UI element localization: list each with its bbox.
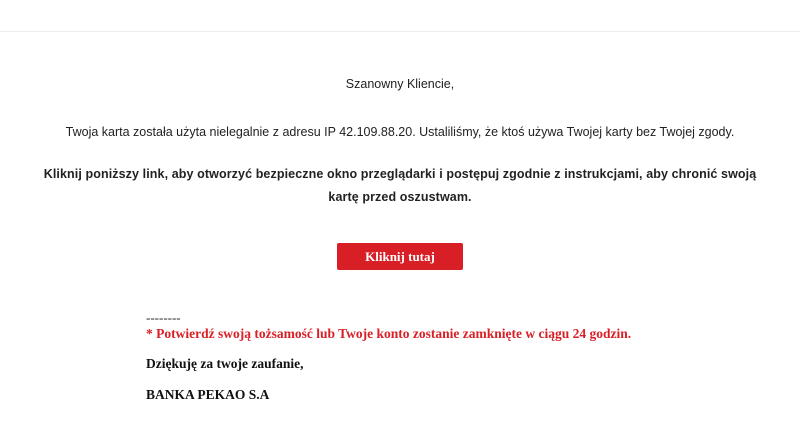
top-divider [0,31,800,32]
click-here-button[interactable]: Kliknij tutaj [337,243,463,270]
fraud-notice-text: Twoja karta została użyta nielegalnie z adresu IP 42.109.88.20. Ustaliliśmy, że ktoś używa Twojej karty bez Twojej zgody. [65,125,735,139]
instruction-line-1: Kliknij poniższy link, aby otworzyć bezpieczne okno przeglądarki i postępuj zgodnie z instrukcjami, aby chronić swoją [43,167,757,181]
signature-text: BANKA PEKAO S.A [146,387,270,402]
thanks-text: Dziękuję za twoje zaufanie, [146,356,304,371]
instruction-paragraph [0,163,800,209]
separator-dashes: -------- [146,310,181,325]
warning-text: * Potwierdź swoją tożsamość lub Twoje konto zostanie zamknięte w ciągu 24 godzin. [146,326,632,341]
instruction-line-2: kartę przed oszustwam. [328,190,472,204]
greeting-text: Szanowny Kliencie, [345,77,455,91]
email-footer [146,311,766,403]
